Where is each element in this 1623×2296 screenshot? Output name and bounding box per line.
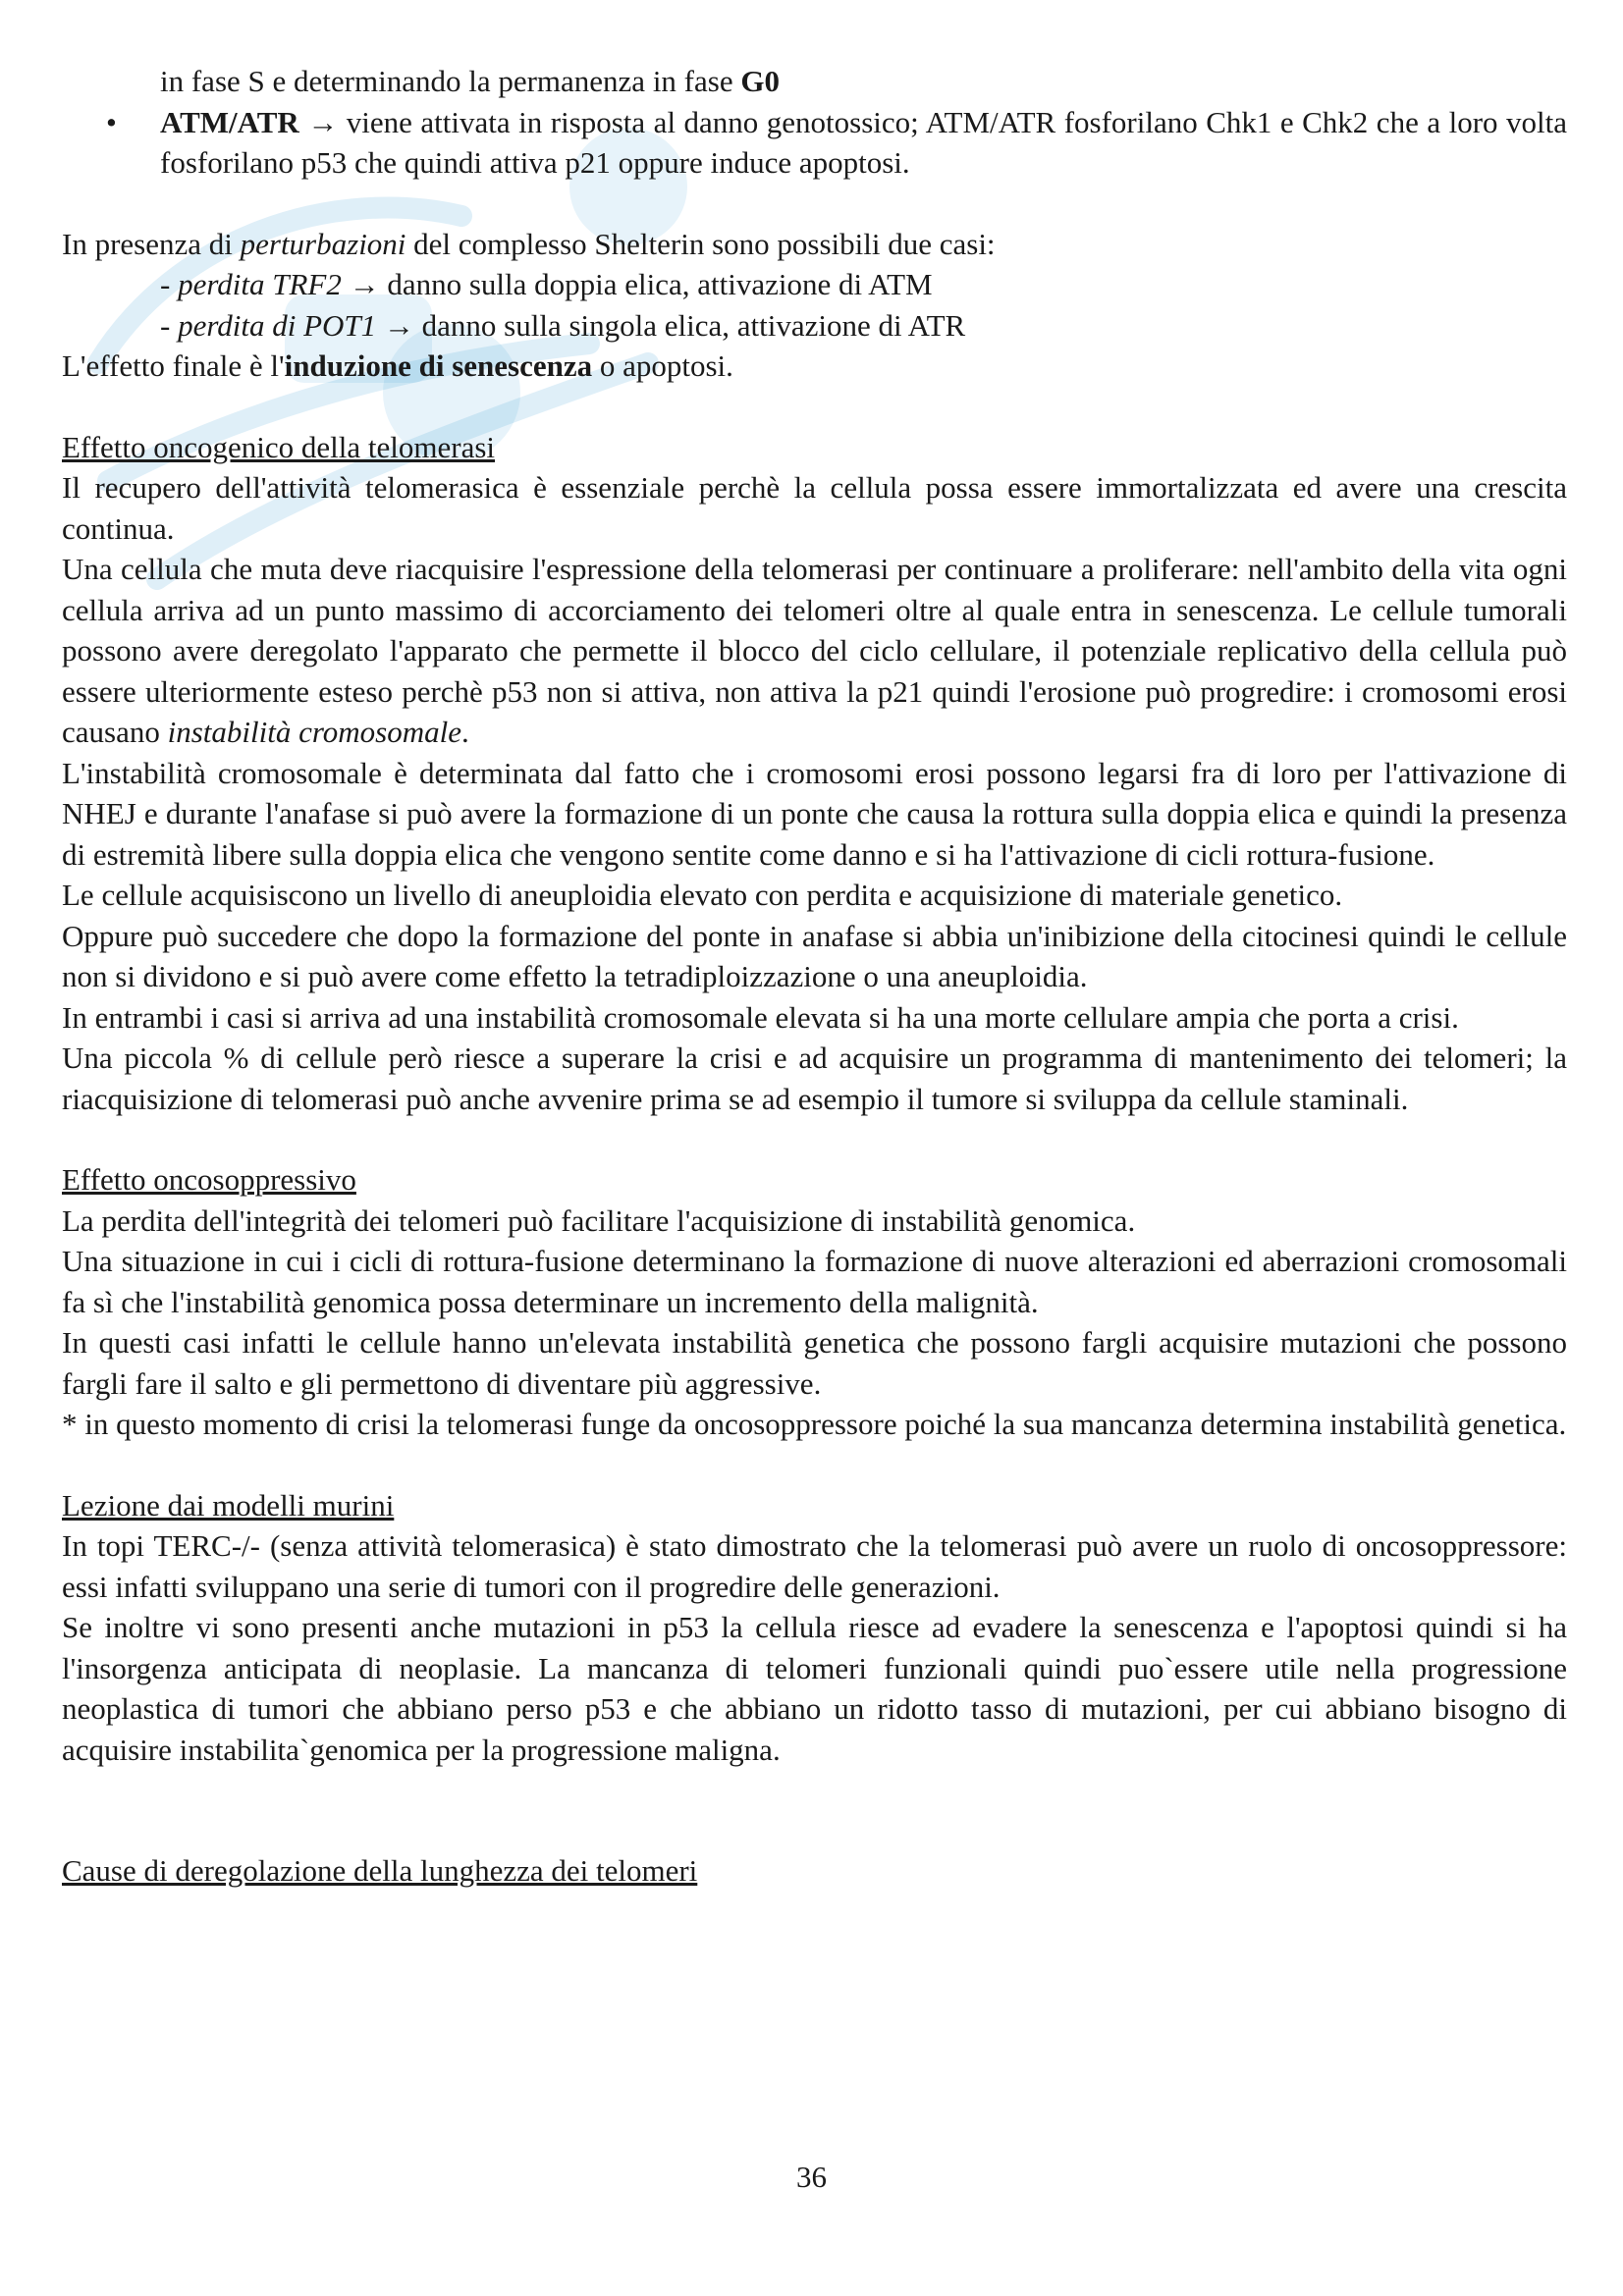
text-italic: instabilità cromosomale bbox=[167, 715, 461, 749]
text-bold: induzione di senescenza bbox=[284, 348, 593, 383]
paragraph: Se inoltre vi sono presenti anche mutazioni in p53 la cellula riesce ad evadere la senescenza e l'apoptosi quindi si ha l'insorgenza anticipata di neoplasie. La mancanza di telomeri funzionali quindi puo`essere utile nella progressione neoplastica di tumori che abbiano perso p53 e che abbiano un ridotto tasso di mutazioni, per cui abbiano bisogno di acquisire instabilita`genomica per la progressione maligna. bbox=[62, 1610, 1567, 1767]
shelterin-intro bbox=[62, 224, 1567, 265]
paragraph: * in questo momento di crisi la telomerasi funge da oncosoppressore poiché la sua mancanza determina instabilità genetica. bbox=[62, 1407, 1567, 1441]
text-segment: Una cellula che muta deve riacquisire l'espressione della telomerasi per continuare a proliferare: nell'ambito della vita ogni cellula arriva ad un punto massimo di accorciamento dei telomeri oltre al quale entra in senescenza. Le cellule tumorali possono avere deregolato l'apparato che permette il blocco del ciclo cellulare, il potenziale replicativo della cellula può essere ulteriormente esteso perchè p53 non si attiva, non attiva la p21 quindi l'erosione può progredire: i cromosomi erosi causano bbox=[62, 552, 1567, 749]
section-title-oncosoppressivo: Effetto oncosoppressivo bbox=[62, 1162, 356, 1197]
section-title-oncogenico: Effetto oncogenico della telomerasi bbox=[62, 429, 496, 464]
text-bold: ATM/ATR bbox=[160, 104, 299, 139]
paragraph: La perdita dell'integrità dei telomeri può facilitare l'acquisizione di instabilità genomica. bbox=[62, 1202, 1136, 1238]
text-italic: perdita di POT1 bbox=[178, 307, 377, 343]
text-italic: perturbazioni bbox=[240, 226, 406, 261]
paragraph: Una piccola % di cellule però riesce a superare la crisi e ad acquisire un programma di mantenimento dei telomeri; la riacquisizione di telomerasi può anche avvenire prima se ad esempio il tumore si sviluppa da cellule staminali. bbox=[62, 1041, 1567, 1116]
shelterin-final bbox=[62, 346, 1567, 387]
text-segment: → danno sulla singola elica, attivazione di ATR bbox=[376, 307, 966, 343]
bullet-atm-atr bbox=[62, 102, 1567, 184]
shelterin-case-trf2 bbox=[62, 264, 1567, 305]
text-segment: → danno sulla doppia elica, attivazione di ATM bbox=[341, 267, 933, 301]
section-title-modelli-murini: Lezione dai modelli murini bbox=[62, 1487, 395, 1522]
paragraph: Le cellule acquisiscono un livello di aneuploidia elevato con perdita e acquisizione di materiale genetico. bbox=[62, 878, 1343, 912]
page-number: 36 bbox=[796, 2160, 827, 2194]
text-segment: in fase S e determinando la permanenza in fase bbox=[160, 64, 741, 98]
text-segment: o apoptosi. bbox=[592, 348, 733, 383]
text-italic: perdita TRF2 bbox=[178, 267, 342, 301]
text-segment: → viene attivata in risposta al danno genotossico; ATM/ATR fosforilano Chk1 e Chk2 che a loro volta fosforilano p53 che quindi attiva p21 oppure induce apoptosi. bbox=[160, 104, 1567, 180]
paragraph: In questi casi infatti le cellule hanno un'elevata instabilità genetica che possono fargli acquisire mutazioni che possono fargli fare il salto e gli permettono di diventare più aggressive. bbox=[62, 1325, 1567, 1401]
text-segment: - bbox=[160, 307, 179, 343]
section-title-cause-deregolazione: Cause di deregolazione della lunghezza dei telomeri bbox=[62, 1853, 698, 1888]
paragraph: In topi TERC-/- (senza attività telomerasica) è stato dimostrato che la telomerasi può avere un ruolo di oncosoppressore: essi infatti sviluppano una serie di tumori con il progredire delle generazioni. bbox=[62, 1528, 1567, 1604]
paragraph: In entrambi i casi si arriva ad una instabilità cromosomale elevata si ha una morte cellulare ampia che porta a crisi. bbox=[62, 999, 1459, 1035]
paragraph: Il recupero dell'attività telomerasica è essenziale perchè la cellula possa essere immortalizzata ed avere una crescita continua. bbox=[62, 470, 1567, 546]
text-segment: In presenza di bbox=[62, 226, 241, 261]
paragraph: Oppure può succedere che dopo la formazione del ponte in anafase si abbia un'inibizione della citocinesi quindi le cellule non si dividono e si può avere come effetto la tetradiploizzazione o una aneuploidia. bbox=[62, 918, 1567, 993]
document-page bbox=[62, 61, 1567, 1892]
text-segment: del complesso Shelterin sono possibili due casi: bbox=[406, 226, 996, 261]
text-segment: L'effetto finale è l' bbox=[62, 348, 285, 383]
paragraph: L'instabilità cromosomale è determinata dal fatto che i cromosomi erosi possono legarsi fra di loro per l'attivazione di NHEJ e durante l'anafase si può avere la formazione di un ponte che causa la rottura sulla doppia elica e quindi la presenza di estremità libere sulla doppia elica che vengono sentite come danno e si ha l'attivazione di cicli rottura-fusione. bbox=[62, 755, 1567, 872]
shelterin-case-pot1 bbox=[62, 305, 1567, 347]
text-bold: G0 bbox=[740, 64, 780, 98]
text-segment: - bbox=[160, 267, 179, 301]
text-segment: . bbox=[460, 715, 469, 749]
bullet-dot: • bbox=[106, 104, 117, 139]
line-fase-s bbox=[62, 61, 1567, 102]
paragraph bbox=[62, 549, 1567, 753]
paragraph: Una situazione in cui i cicli di rottura-fusione determinano la formazione di nuove alterazioni ed aberrazioni cromosomali fa sì che l'instabilità genomica possa determinare un incremento della malignità. bbox=[62, 1244, 1567, 1319]
